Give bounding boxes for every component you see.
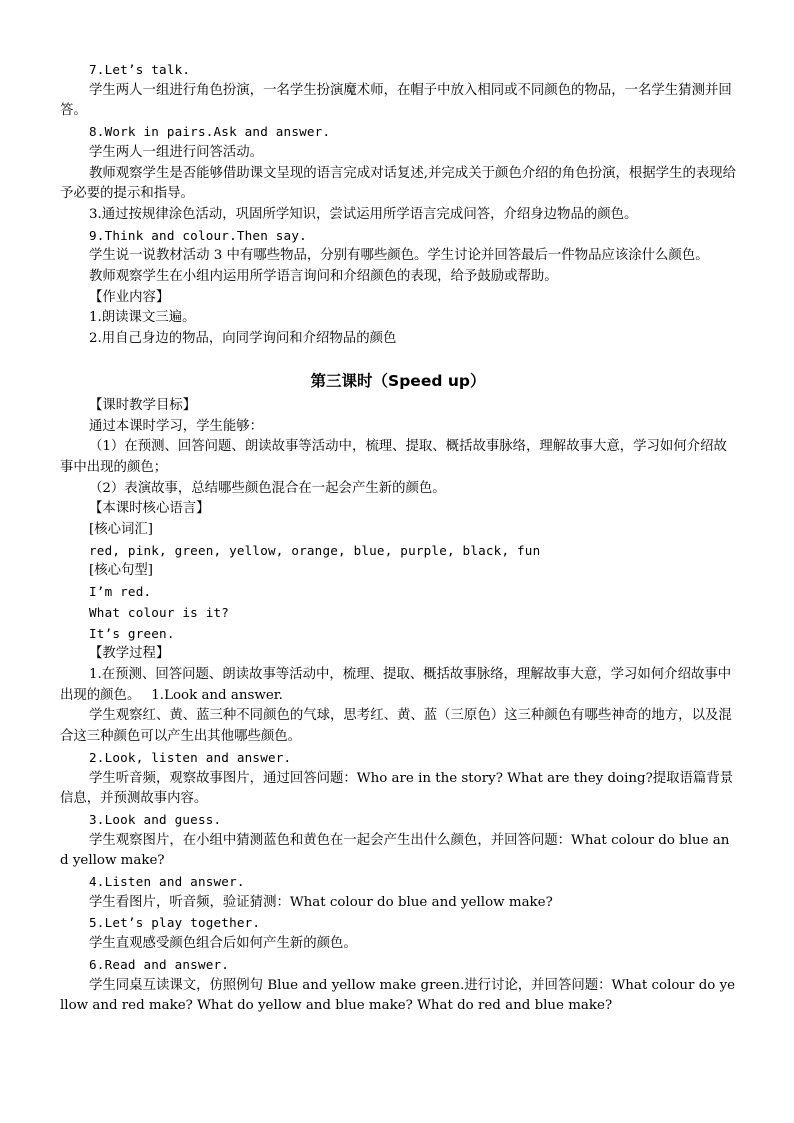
- paragraph: 学生观察图片，在小组中猜测蓝色和黄色在一起会产生出什么颜色，并回答问题：What colour do blue and yellow make?: [60, 832, 730, 869]
- activity-heading: 5.Let’s play together.: [89, 915, 261, 931]
- sentence-pattern: I’m red.: [89, 584, 152, 600]
- paragraph: 教师观察学生是否能够借助课文呈现的语言完成对话复述,并完成关于颜色介绍的角色扮演，根据学生的表现给予必要的提示和指导。: [60, 165, 737, 202]
- activity-heading: 8.Work in pairs.Ask and answer.: [89, 124, 331, 140]
- activity-heading: 2.Look, listen and answer.: [89, 749, 292, 765]
- section-heading: 【教学过程】: [89, 646, 170, 662]
- paragraph: 学生看图片，听音频，验证猜测：What colour do blue and yellow make?: [89, 894, 553, 910]
- document-page: [60, 60, 736, 1017]
- paragraph: 学生两人一组进行问答活动。: [89, 144, 264, 160]
- lesson-title: 第三课时（Speed up）: [310, 371, 486, 390]
- paragraph: 学生同桌互读课文，仿照例句 Blue and yellow make green.进行讨论，并回答问题：What colour do yellow and red make? What do yellow and blue make? What do red and blue make?: [60, 977, 736, 1014]
- paragraph: 学生直观感受颜色组合后如何产生新的颜色。: [89, 936, 357, 952]
- activity-heading: 6.Read and answer.: [89, 956, 230, 972]
- homework-heading: 【作业内容】: [89, 289, 170, 305]
- section-heading: 【课时教学目标】: [89, 397, 197, 413]
- homework-item: 2.用自己身边的物品，向同学询问和介绍物品的颜色: [89, 331, 397, 347]
- objective-item: （1）在预测、回答问题、朗读故事等活动中，梳理、提取、概括故事脉络，理解故事大意，学习如何介绍故事中出现的颜色；: [60, 439, 727, 475]
- paragraph: 学生说一说教材活动 3 中有哪些物品，分别有哪些颜色。学生讨论并回答最后一件物品应该涂什么颜色。: [89, 248, 709, 264]
- section-heading: 【本课时核心语言】: [89, 501, 210, 517]
- paragraph: 教师观察学生在小组内运用所学语言询问和介绍颜色的表现，给予鼓励或帮助。: [89, 269, 558, 285]
- sentence-pattern: What colour is it?: [89, 604, 230, 620]
- activity-heading: 4.Listen and answer.: [89, 874, 245, 890]
- vocabulary-list: red, pink, green, yellow, orange, blue, purple, black, fun: [89, 542, 541, 558]
- subheading: [核心句型]: [89, 563, 154, 579]
- paragraph: 学生观察红、黄、蓝三种不同颜色的气球，思考红、黄、蓝（三原色）这三种颜色有哪些神奇的地方，以及混合这三种颜色可以产生出其他哪些颜色。: [60, 708, 732, 745]
- paragraph: 通过本课时学习，学生能够：: [89, 418, 264, 434]
- paragraph: 学生两人一组进行角色扮演，一名学生扮演魔术师，在帽子中放入相同或不同颜色的物品，一名学生猜测并回答。: [60, 82, 732, 119]
- paragraph: 1.在预测、回答问题、朗读故事等活动中，梳理、提取、概括故事脉络，理解故事大意，学习如何介绍故事中出现的颜色。 1.Look and answer.: [60, 666, 732, 703]
- homework-item: 1.朗读课文三遍。: [89, 310, 196, 326]
- activity-heading: 3.Look and guess.: [89, 811, 222, 827]
- activity-heading: 9.Think and colour.Then say.: [89, 227, 307, 243]
- subheading: [核心词汇]: [89, 522, 154, 538]
- objective-item: （2）表演故事，总结哪些颜色混合在一起会产生新的颜色。: [89, 480, 446, 496]
- paragraph: 3.通过按规律涂色活动，巩固所学知识，尝试运用所学语言完成问答，介绍身边物品的颜色。: [89, 206, 638, 222]
- activity-heading: 7.Let’s talk.: [89, 62, 191, 77]
- paragraph: 学生听音频，观察故事图片，通过回答问题：Who are in the story? What are they doing?提取语篇背景信息，并预测故事内容。: [60, 770, 734, 807]
- sentence-pattern: It’s green.: [89, 625, 175, 641]
